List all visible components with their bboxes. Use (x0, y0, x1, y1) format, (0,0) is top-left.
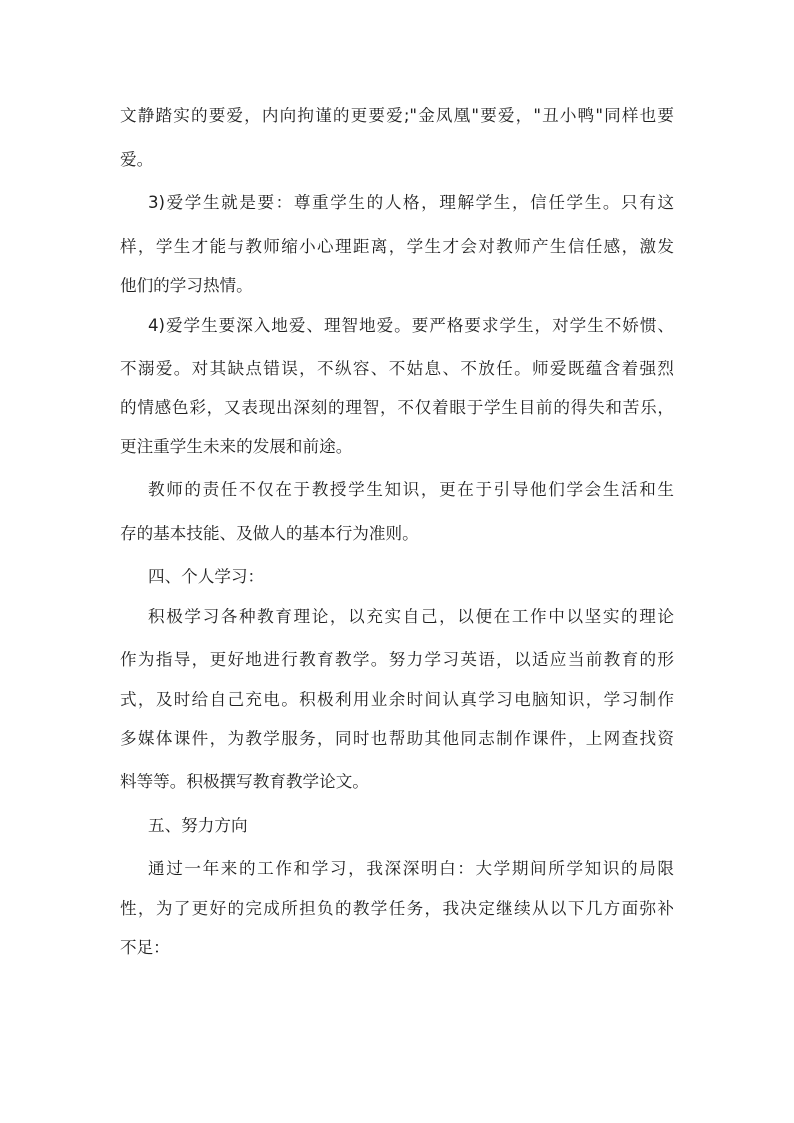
line-text: 作为指导，更好地进行教育教学。努力学习英语，以适应当前教育的形 (120, 650, 674, 669)
text-line (0, 232, 794, 262)
text-line (0, 475, 794, 505)
line-text: 式，及时给自己充电。积极利用业余时间认真学习电脑知识，学习制作 (120, 690, 674, 709)
line-text: 积极学习各种教育理论，以充实自己，以便在工作中以坚实的理论 (148, 607, 674, 626)
line-text: 他们的学习热情。 (120, 276, 253, 295)
text-line (0, 145, 794, 175)
line-text: 性，为了更好的完成所担负的教学任务，我决定继续从以下几方面弥补 (120, 899, 674, 918)
text-line (0, 767, 794, 797)
text-line (0, 519, 794, 549)
text-line (0, 271, 794, 301)
text-line (0, 854, 794, 884)
section-heading: 四、个人学习： (148, 567, 265, 586)
text-line (0, 188, 794, 218)
line-text: 不足： (120, 938, 170, 957)
line-text: 存的基本技能、及做人的基本行为准则。 (120, 524, 419, 543)
line-text: 料等等。积极撰写教育教学论文。 (120, 772, 369, 791)
text-line (0, 602, 794, 632)
text-line (0, 393, 794, 423)
text-line (0, 354, 794, 384)
text-line (0, 933, 794, 963)
text-line (0, 562, 794, 592)
line-text: 不溺爱。对其缺点错误，不纵容、不姑息、不放任。师爱既蕴含着强烈 (120, 359, 674, 378)
line-text: 的情感色彩，又表现出深刻的理智，不仅着眼于学生目前的得失和苦乐， (120, 398, 674, 417)
line-text: 教师的责任不仅在于教授学生知识，更在于引导他们学会生活和生 (148, 480, 674, 499)
text-line (0, 724, 794, 754)
text-line (0, 685, 794, 715)
section-heading: 五、努力方向 (148, 816, 248, 835)
text-line (0, 311, 794, 341)
text-line (0, 432, 794, 462)
text-line (0, 101, 794, 131)
line-text: 通过一年来的工作和学习，我深深明白：大学期间所学知识的局限 (148, 859, 674, 878)
line-text: 3)爱学生就是要：尊重学生的人格，理解学生，信任学生。只有这 (148, 193, 674, 212)
line-text: 多媒体课件，为教学服务，同时也帮助其他同志制作课件，上网查找资 (120, 729, 674, 748)
line-text: 样，学生才能与教师缩小心理距离，学生才会对教师产生信任感，激发 (120, 237, 674, 256)
line-text: 文静踏实的要爱，内向拘谨的更要爱;"金凤凰"要爱，"丑小鸭"同样也要 (120, 106, 674, 125)
line-text: 更注重学生未来的发展和前途。 (120, 437, 353, 456)
line-text: 4)爱学生要深入地爱、理智地爱。要严格要求学生，对学生不娇惯、 (148, 316, 674, 335)
text-line (0, 645, 794, 675)
line-text: 爱。 (120, 150, 154, 169)
text-line (0, 811, 794, 841)
text-line (0, 894, 794, 924)
